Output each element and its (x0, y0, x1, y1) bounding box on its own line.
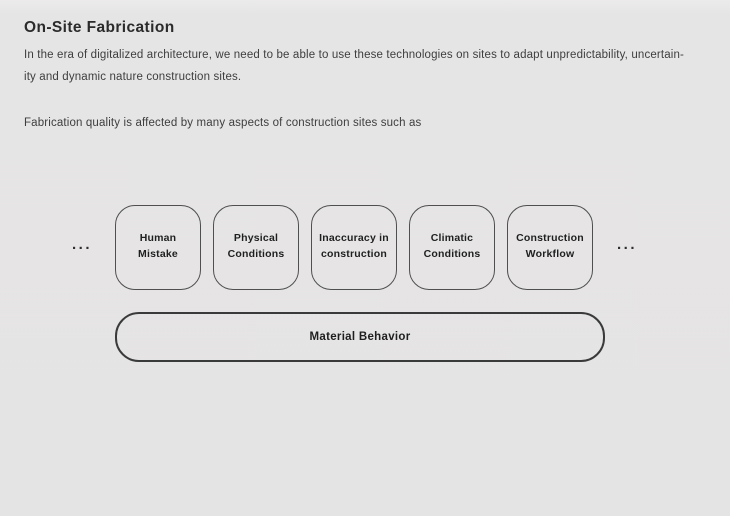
intro-line-2: ity and dynamic nature construction sites. (24, 71, 242, 83)
factor-box-label: Physical Conditions (227, 232, 285, 260)
factor-box-label: Construction Workflow (516, 232, 584, 260)
material-behavior-box (115, 312, 605, 362)
factor-box-label: Inaccuracy in construction (319, 232, 389, 260)
ellipsis-right: ... (617, 235, 638, 253)
ellipsis-left: ... (72, 235, 93, 253)
intro-line-1: In the era of digitalized architecture, we need to be able to use these technologies on sites to adapt unpredictability, uncertain- (24, 49, 685, 61)
factor-box-human-mistake (115, 205, 201, 290)
page-title: On-Site Fabrication (24, 19, 175, 36)
factor-box-physical-conditions (213, 205, 299, 290)
factor-box-label: Climatic Conditions (423, 232, 481, 260)
factor-box-climatic-conditions (409, 205, 495, 290)
subheading-text: Fabrication quality is affected by many aspects of construction sites such as (24, 117, 422, 129)
factor-box-inaccuracy-in-construction (311, 205, 397, 290)
factors-row (72, 203, 638, 291)
material-behavior-label: Material Behavior (309, 331, 411, 343)
factor-box-label: Human Mistake (138, 232, 178, 260)
intro-paragraph (24, 44, 710, 88)
factor-box-construction-workflow (507, 205, 593, 290)
